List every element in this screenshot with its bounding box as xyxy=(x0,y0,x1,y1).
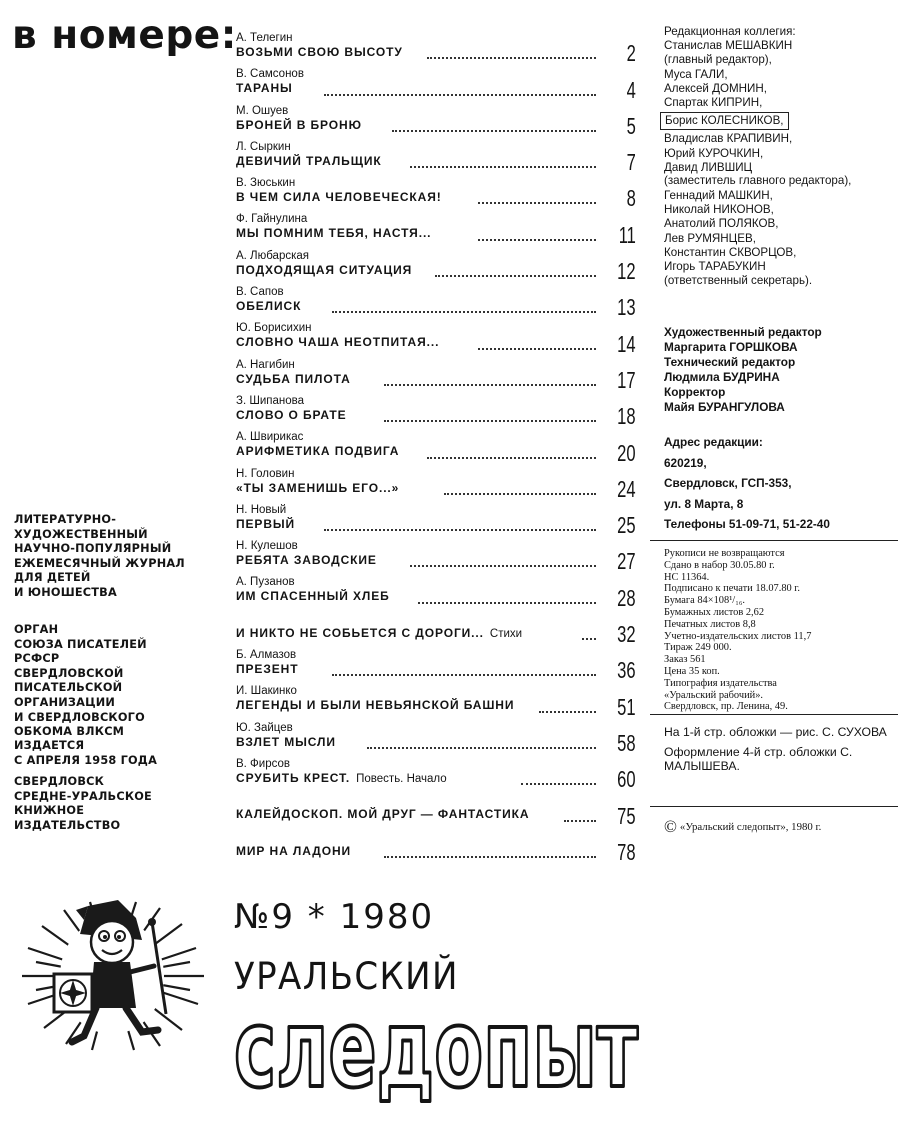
toc-title: БРОНЕЙ В БРОНЮ xyxy=(236,117,362,132)
toc-author: М. Ошуев xyxy=(236,104,289,117)
toc-author: А. Пузанов xyxy=(236,576,295,589)
editorial-board xyxy=(664,25,896,288)
toc-entry[interactable] xyxy=(236,246,638,285)
toc-page-number: 17 xyxy=(615,369,636,392)
toc-page-number: 78 xyxy=(615,841,636,864)
toc-leader-dots xyxy=(332,674,596,676)
toc-title: МИР НА ЛАДОНИ xyxy=(236,843,352,858)
toc-author: Ю. Зайцев xyxy=(236,721,293,734)
toc-author: В. Сапов xyxy=(236,286,284,299)
toc-entry[interactable] xyxy=(236,282,638,321)
copyright-icon: © xyxy=(664,817,677,836)
toc-title: СЛОВНО ЧАША НЕОТПИТАЯ... xyxy=(236,335,440,350)
toc-entry[interactable] xyxy=(236,28,638,67)
board-title: Редакционная коллегия: xyxy=(664,25,796,38)
toc-leader-dots xyxy=(582,638,596,640)
toc-entry[interactable] xyxy=(236,391,638,430)
toc-title: «ТЫ ЗАМЕНИШЬ ЕГО...» xyxy=(236,480,400,495)
board-members-group xyxy=(664,132,896,175)
toc-leader-dots xyxy=(384,384,596,386)
list-line: Николай НИКОНОВ, xyxy=(664,203,774,217)
toc-title: ВОЗЬМИ СВОЮ ВЫСОТУ xyxy=(236,45,403,59)
list-line: Константин СКВОРЦОВ, xyxy=(664,245,797,259)
toc-page-number: 5 xyxy=(624,115,636,138)
toc-title: В ЧЕМ СИЛА ЧЕЛОВЕЧЕСКАЯ! xyxy=(236,190,442,205)
toc-leader-dots xyxy=(392,130,596,132)
magazine-logo xyxy=(228,987,648,1112)
toc-page-number: 20 xyxy=(615,442,636,465)
list-line: Спартак КИПРИН, xyxy=(664,96,763,110)
toc-leader-dots xyxy=(444,493,596,495)
toc-leader-dots xyxy=(384,420,596,422)
toc-leader-dots xyxy=(367,747,596,749)
page-heading: в номере: xyxy=(12,13,237,58)
list-line: Лев РУМЯНЦЕВ, xyxy=(664,231,756,245)
toc-title: ИМ СПАСЕННЫЙ ХЛЕБ xyxy=(236,589,390,604)
toc-author: В. Фирсов xyxy=(236,757,291,770)
toc-page-number: 18 xyxy=(615,405,636,428)
toc-page-number: 24 xyxy=(615,478,636,501)
list-line: НС 11364. xyxy=(664,571,710,583)
front-cover-credit: На 1-й стр. обложки — рис. С. СУХОВА xyxy=(664,725,887,739)
toc-page-number: 27 xyxy=(615,550,636,573)
list-line: Типография издательства xyxy=(664,677,777,689)
toc-page-number: 12 xyxy=(615,260,636,283)
list-line: Майя БУРАНГУЛОВА xyxy=(664,400,785,414)
toc-page-number: 28 xyxy=(615,587,636,610)
toc-leader-dots xyxy=(564,820,596,822)
toc-author: З. Шипанова xyxy=(236,394,305,407)
toc-leader-dots xyxy=(478,202,596,204)
toc-page-number: 13 xyxy=(615,296,636,319)
toc-author: А. Швирикас xyxy=(236,431,304,444)
toc-entry[interactable] xyxy=(236,64,638,103)
list-line: Владислав КРАПИВИН, xyxy=(664,132,793,146)
list-line: Игорь ТАРАБУКИН xyxy=(664,260,766,274)
board-role: (главный редактор), xyxy=(664,53,772,67)
table-of-contents xyxy=(236,28,638,863)
list-line: Заказ 561 xyxy=(664,654,706,666)
list-line: Технический редактор xyxy=(664,355,796,369)
toc-entry[interactable] xyxy=(236,464,638,500)
list-line: 620219, xyxy=(664,455,707,470)
toc-leader-dots xyxy=(427,457,596,459)
toc-leader-dots xyxy=(324,94,596,96)
board-member: Станислав МЕШАВКИН xyxy=(664,39,793,53)
toc-page-number: 4 xyxy=(624,79,636,102)
toc-page-number: 11 xyxy=(616,224,636,247)
list-line: Свердловск, ГСП-353, xyxy=(664,476,792,490)
toc-entry[interactable] xyxy=(236,681,638,720)
toc-entry[interactable] xyxy=(236,536,638,575)
toc-page-number: 8 xyxy=(624,187,636,210)
list-line: Тираж 249 000. xyxy=(664,642,732,654)
toc-leader-dots xyxy=(324,529,596,531)
magazine-name-main: следопыт xyxy=(234,987,639,1112)
staff-list xyxy=(664,325,896,415)
toc-leader-dots xyxy=(539,711,596,713)
phone-numbers: Телефоны 51-09-71, 51-22-40 xyxy=(664,517,830,531)
back-cover-credit: Оформление 4-й стр. обложки С. МАЛЫШЕВА. xyxy=(664,744,853,773)
toc-title: АРИФМЕТИКА ПОДВИГА xyxy=(236,444,400,459)
toc-title: МЫ ПОМНИМ ТЕБЯ, НАСТЯ... xyxy=(236,226,432,241)
toc-page-number: 60 xyxy=(615,768,636,791)
toc-entry[interactable] xyxy=(236,754,638,793)
divider xyxy=(650,714,898,715)
toc-page-number: 32 xyxy=(615,623,636,646)
toc-author: Л. Сыркин xyxy=(236,140,291,153)
list-line: Алексей ДОМНИН, xyxy=(664,81,767,95)
toc-page-number: 58 xyxy=(615,732,636,755)
list-line: Бумажных листов 2,62 xyxy=(664,606,765,618)
toc-author: А. Любарская xyxy=(236,249,310,262)
toc-title: СРУБИТЬ КРЕСТ. Повесть. Начало xyxy=(236,770,447,785)
toc-entry[interactable] xyxy=(236,355,638,391)
toc-author: И. Шакинко xyxy=(236,685,297,698)
list-line: Свердловск, пр. Ленина, 49. xyxy=(664,701,788,713)
list-line: Муса ГАЛИ, xyxy=(664,67,728,81)
toc-entry[interactable] xyxy=(236,827,638,863)
toc-page-number: 14 xyxy=(615,333,636,356)
board-role: (заместитель главного редактора), xyxy=(664,174,852,188)
toc-title: И НИКТО НЕ СОБЬЕТСЯ С ДОРОГИ... Стихи xyxy=(236,625,523,640)
toc-leader-dots xyxy=(410,166,596,168)
divider xyxy=(650,806,898,807)
list-line: Печатных листов 8,8 xyxy=(664,618,756,630)
toc-author: А. Нагибин xyxy=(236,358,295,371)
list-line: Анатолий ПОЛЯКОВ, xyxy=(664,217,779,231)
toc-page-number: 36 xyxy=(615,659,636,682)
list-line: Бумага 84×108¹/₁₆. xyxy=(664,595,746,607)
toc-title: ПЕРВЫЙ xyxy=(236,516,296,531)
address-title: Адрес редакции: xyxy=(664,435,763,449)
toc-entry[interactable] xyxy=(236,137,638,176)
toc-note: Стихи xyxy=(489,627,523,640)
toc-entry[interactable] xyxy=(236,500,638,539)
toc-author: В. Самсонов xyxy=(236,68,304,81)
list-line: Учетно-издательских листов 11,7 xyxy=(664,630,812,642)
board-role: (ответственный секретарь). xyxy=(664,274,813,288)
list-line: Цена 35 коп. xyxy=(664,665,720,677)
toc-leader-dots xyxy=(410,565,596,567)
list-line: Корректор xyxy=(664,385,726,399)
toc-author: Н. Новый xyxy=(236,503,287,516)
toc-title: ОБЕЛИСК xyxy=(236,299,302,314)
toc-page-number: 25 xyxy=(615,514,636,537)
toc-title: СЛОВО О БРАТЕ xyxy=(236,407,347,422)
toc-author: В. Зюськин xyxy=(236,177,296,190)
toc-entry[interactable] xyxy=(236,609,638,648)
divider xyxy=(650,540,898,541)
cover-credits xyxy=(664,725,896,774)
copyright xyxy=(664,818,896,835)
magazine-description: ЛИТЕРАТУРНО- ХУДОЖЕСТВЕННЫЙ НАУЧНО-ПОПУЛЯРНЫЙ ЕЖЕМЕСЯЧНЫЙ ЖУРНАЛ ДЛЯ ДЕТЕЙ И ЮНОШЕСТВА xyxy=(14,513,185,599)
toc-title: ПОДХОДЯЩАЯ СИТУАЦИЯ xyxy=(236,262,413,277)
toc-entry[interactable] xyxy=(236,101,638,137)
list-line: Художественный редактор xyxy=(664,325,822,339)
toc-page-number: 7 xyxy=(624,151,636,174)
toc-entry[interactable] xyxy=(236,209,638,248)
list-line: Маргарита ГОРШКОВА xyxy=(664,340,798,354)
toc-leader-dots xyxy=(384,856,596,858)
toc-entry[interactable] xyxy=(236,427,638,466)
toc-title: ЛЕГЕНДЫ И БЫЛИ НЕВЬЯНСКОЙ БАШНИ xyxy=(236,698,515,713)
copyright-text: «Уральский следопыт», 1980 г. xyxy=(679,820,822,833)
toc-title: СУДЬБА ПИЛОТА xyxy=(236,371,351,386)
toc-note: Повесть. Начало xyxy=(356,772,447,785)
toc-entry[interactable] xyxy=(236,645,638,684)
list-line: Подписано к печати 18.07.80 г. xyxy=(664,583,800,595)
list-line: Людмила БУДРИНА xyxy=(664,370,780,384)
toc-title: РЕБЯТА ЗАВОДСКИЕ xyxy=(236,553,377,568)
toc-author: А. Телегин xyxy=(236,32,293,44)
toc-author: Ф. Гайнулина xyxy=(236,213,308,226)
list-line: ул. 8 Марта, 8 xyxy=(664,496,744,511)
toc-entry[interactable] xyxy=(236,318,638,357)
toc-leader-dots xyxy=(332,311,596,313)
toc-title: ПРЕЗЕНТ xyxy=(236,662,299,677)
magazine-organ: ОРГАН СОЮЗА ПИСАТЕЛЕЙ РСФСР СВЕРДЛОВСКОЙ ПИСАТЕЛЬСКОЙ ОРГАНИЗАЦИИ И СВЕРДЛОВСКОГО ОБКОМА ВЛКСМ xyxy=(14,623,147,739)
toc-entry[interactable] xyxy=(236,173,638,212)
toc-leader-dots xyxy=(418,602,596,604)
toc-entry[interactable] xyxy=(236,572,638,611)
board-member-boxed: Борис КОЛЕСНИКОВ, xyxy=(660,112,789,130)
toc-entry[interactable] xyxy=(236,790,638,829)
toc-author: Н. Головин xyxy=(236,467,295,480)
toc-title: ВЗЛЕТ МЫСЛИ xyxy=(236,734,336,749)
imprint-details xyxy=(664,546,896,713)
toc-leader-dots xyxy=(521,783,596,785)
toc-title: ДЕВИЧИЙ ТРАЛЬЩИК xyxy=(236,153,382,168)
list-line: Геннадий МАШКИН, xyxy=(664,189,773,203)
issue-number: №9 * 1980 xyxy=(234,897,435,937)
toc-title: КАЛЕЙДОСКОП. МОЙ ДРУГ — ФАНТАСТИКА xyxy=(236,807,530,822)
toc-author: Н. Кулешов xyxy=(236,540,298,553)
list-line: Рукописи не возвращаются xyxy=(664,548,785,559)
board-members-group xyxy=(664,68,896,111)
magazine-name-top: УРАЛЬСКИЙ xyxy=(234,955,459,998)
list-line: Юрий КУРОЧКИН, xyxy=(664,146,764,160)
publisher-info: СВЕРДЛОВСК СРЕДНЕ-УРАЛЬСКОЕ КНИЖНОЕ ИЗДАТЕЛЬСТВО xyxy=(14,775,152,832)
toc-title: ТАРАНЫ xyxy=(236,81,293,96)
toc-author: Б. Алмазов xyxy=(236,649,297,662)
board-members-group xyxy=(664,189,896,274)
toc-page-number: 75 xyxy=(615,805,636,828)
toc-page-number: 51 xyxy=(615,696,636,719)
address-lines xyxy=(664,453,896,515)
list-line: Сдано в набор 30.05.80 г. xyxy=(664,559,775,571)
toc-leader-dots xyxy=(478,348,596,350)
toc-entry[interactable] xyxy=(236,718,638,754)
toc-leader-dots xyxy=(435,275,596,277)
toc-leader-dots xyxy=(478,239,596,241)
toc-author: Ю. Борисихин xyxy=(236,322,312,335)
toc-page-number: 2 xyxy=(624,42,636,65)
list-line: Давид ЛИВШИЦ xyxy=(664,160,753,174)
magazine-since: ИЗДАЕТСЯ С АПРЕЛЯ 1958 ГОДА xyxy=(14,739,158,767)
editorial-address xyxy=(664,432,896,535)
list-line: «Уральский рабочий». xyxy=(664,689,763,701)
boy-compass-emblem-icon xyxy=(14,896,210,1054)
toc-leader-dots xyxy=(427,57,596,59)
